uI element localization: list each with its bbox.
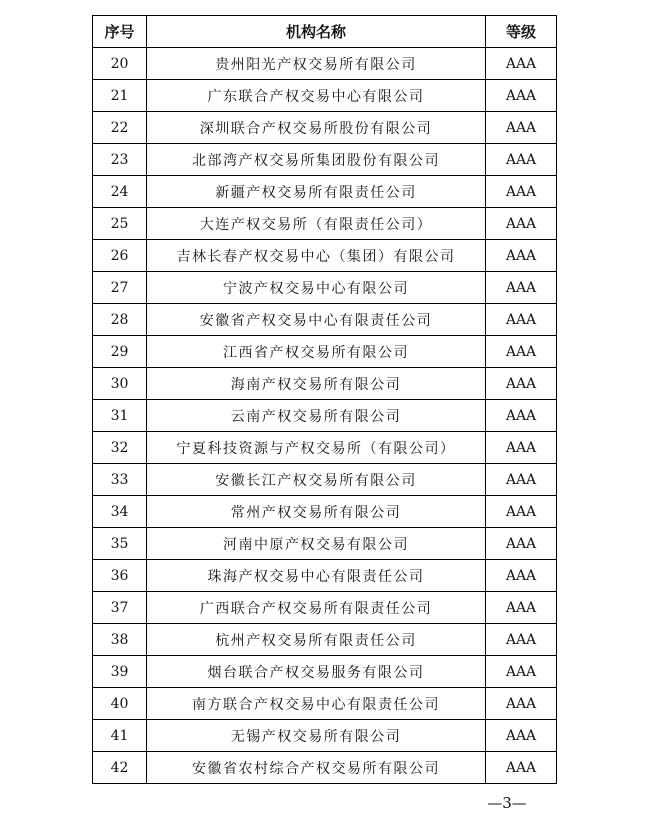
institution-name-cell: 杭州产权交易所有限责任公司	[147, 624, 486, 656]
table-row	[93, 496, 557, 528]
institution-name-cell: 宁夏科技资源与产权交易所（有限公司）	[147, 432, 486, 464]
table-row	[93, 176, 557, 208]
grade-cell: AAA	[486, 208, 557, 240]
table-row	[93, 144, 557, 176]
institution-name-cell: 常州产权交易所有限公司	[147, 496, 486, 528]
table-row	[93, 80, 557, 112]
grade-cell: AAA	[486, 592, 557, 624]
table-row	[93, 528, 557, 560]
institution-name-cell: 河南中原产权交易有限公司	[147, 528, 486, 560]
serial-number-cell: 37	[93, 592, 147, 624]
grade-cell: AAA	[486, 624, 557, 656]
institution-name-cell: 广西联合产权交易所有限责任公司	[147, 592, 486, 624]
table-row	[93, 432, 557, 464]
header-grade: 等级	[486, 16, 557, 48]
institution-name-cell: 宁波产权交易中心有限公司	[147, 272, 486, 304]
table-header-row	[93, 16, 557, 48]
table-row	[93, 48, 557, 80]
serial-number-cell: 38	[93, 624, 147, 656]
header-institution-name: 机构名称	[147, 16, 486, 48]
institution-name-cell: 安徽省农村综合产权交易所有限公司	[147, 752, 486, 784]
table-row	[93, 560, 557, 592]
table-row	[93, 592, 557, 624]
serial-number-cell: 26	[93, 240, 147, 272]
institution-rating-table	[92, 15, 557, 784]
grade-cell: AAA	[486, 720, 557, 752]
serial-number-cell: 36	[93, 560, 147, 592]
serial-number-cell: 42	[93, 752, 147, 784]
serial-number-cell: 23	[93, 144, 147, 176]
serial-number-cell: 28	[93, 304, 147, 336]
grade-cell: AAA	[486, 304, 557, 336]
table-row	[93, 656, 557, 688]
serial-number-cell: 20	[93, 48, 147, 80]
table-row	[93, 336, 557, 368]
institution-name-cell: 珠海产权交易中心有限责任公司	[147, 560, 486, 592]
serial-number-cell: 22	[93, 112, 147, 144]
serial-number-cell: 33	[93, 464, 147, 496]
table-row	[93, 464, 557, 496]
institution-name-cell: 云南产权交易所有限公司	[147, 400, 486, 432]
serial-number-cell: 39	[93, 656, 147, 688]
institution-name-cell: 贵州阳光产权交易所有限公司	[147, 48, 486, 80]
grade-cell: AAA	[486, 144, 557, 176]
serial-number-cell: 27	[93, 272, 147, 304]
grade-cell: AAA	[486, 368, 557, 400]
grade-cell: AAA	[486, 656, 557, 688]
institution-name-cell: 烟台联合产权交易服务有限公司	[147, 656, 486, 688]
grade-cell: AAA	[486, 176, 557, 208]
serial-number-cell: 24	[93, 176, 147, 208]
serial-number-cell: 40	[93, 688, 147, 720]
institution-name-cell: 广东联合产权交易中心有限公司	[147, 80, 486, 112]
institution-name-cell: 无锡产权交易所有限公司	[147, 720, 486, 752]
grade-cell: AAA	[486, 112, 557, 144]
header-serial-number: 序号	[93, 16, 147, 48]
institution-name-cell: 江西省产权交易所有限公司	[147, 336, 486, 368]
institution-name-cell: 新疆产权交易所有限责任公司	[147, 176, 486, 208]
table-row	[93, 240, 557, 272]
table-row	[93, 368, 557, 400]
table-body	[93, 48, 557, 784]
grade-cell: AAA	[486, 240, 557, 272]
institution-name-cell: 北部湾产权交易所集团股份有限公司	[147, 144, 486, 176]
table-row	[93, 688, 557, 720]
serial-number-cell: 35	[93, 528, 147, 560]
grade-cell: AAA	[486, 400, 557, 432]
grade-cell: AAA	[486, 336, 557, 368]
table-row	[93, 752, 557, 784]
serial-number-cell: 29	[93, 336, 147, 368]
grade-cell: AAA	[486, 464, 557, 496]
page-number: —3—	[487, 794, 527, 812]
table-row	[93, 720, 557, 752]
serial-number-cell: 25	[93, 208, 147, 240]
grade-cell: AAA	[486, 80, 557, 112]
institution-name-cell: 大连产权交易所（有限责任公司）	[147, 208, 486, 240]
institution-name-cell: 安徽省产权交易中心有限责任公司	[147, 304, 486, 336]
serial-number-cell: 31	[93, 400, 147, 432]
serial-number-cell: 30	[93, 368, 147, 400]
grade-cell: AAA	[486, 496, 557, 528]
grade-cell: AAA	[486, 528, 557, 560]
institution-name-cell: 吉林长春产权交易中心（集团）有限公司	[147, 240, 486, 272]
table-row	[93, 400, 557, 432]
table-row	[93, 112, 557, 144]
grade-cell: AAA	[486, 432, 557, 464]
institution-name-cell: 海南产权交易所有限公司	[147, 368, 486, 400]
table-row	[93, 624, 557, 656]
table-row	[93, 304, 557, 336]
grade-cell: AAA	[486, 48, 557, 80]
table-row	[93, 208, 557, 240]
grade-cell: AAA	[486, 272, 557, 304]
serial-number-cell: 41	[93, 720, 147, 752]
institution-name-cell: 深圳联合产权交易所股份有限公司	[147, 112, 486, 144]
serial-number-cell: 34	[93, 496, 147, 528]
grade-cell: AAA	[486, 688, 557, 720]
institution-name-cell: 南方联合产权交易中心有限责任公司	[147, 688, 486, 720]
table-row	[93, 272, 557, 304]
grade-cell: AAA	[486, 752, 557, 784]
serial-number-cell: 21	[93, 80, 147, 112]
serial-number-cell: 32	[93, 432, 147, 464]
institution-name-cell: 安徽长江产权交易所有限公司	[147, 464, 486, 496]
grade-cell: AAA	[486, 560, 557, 592]
